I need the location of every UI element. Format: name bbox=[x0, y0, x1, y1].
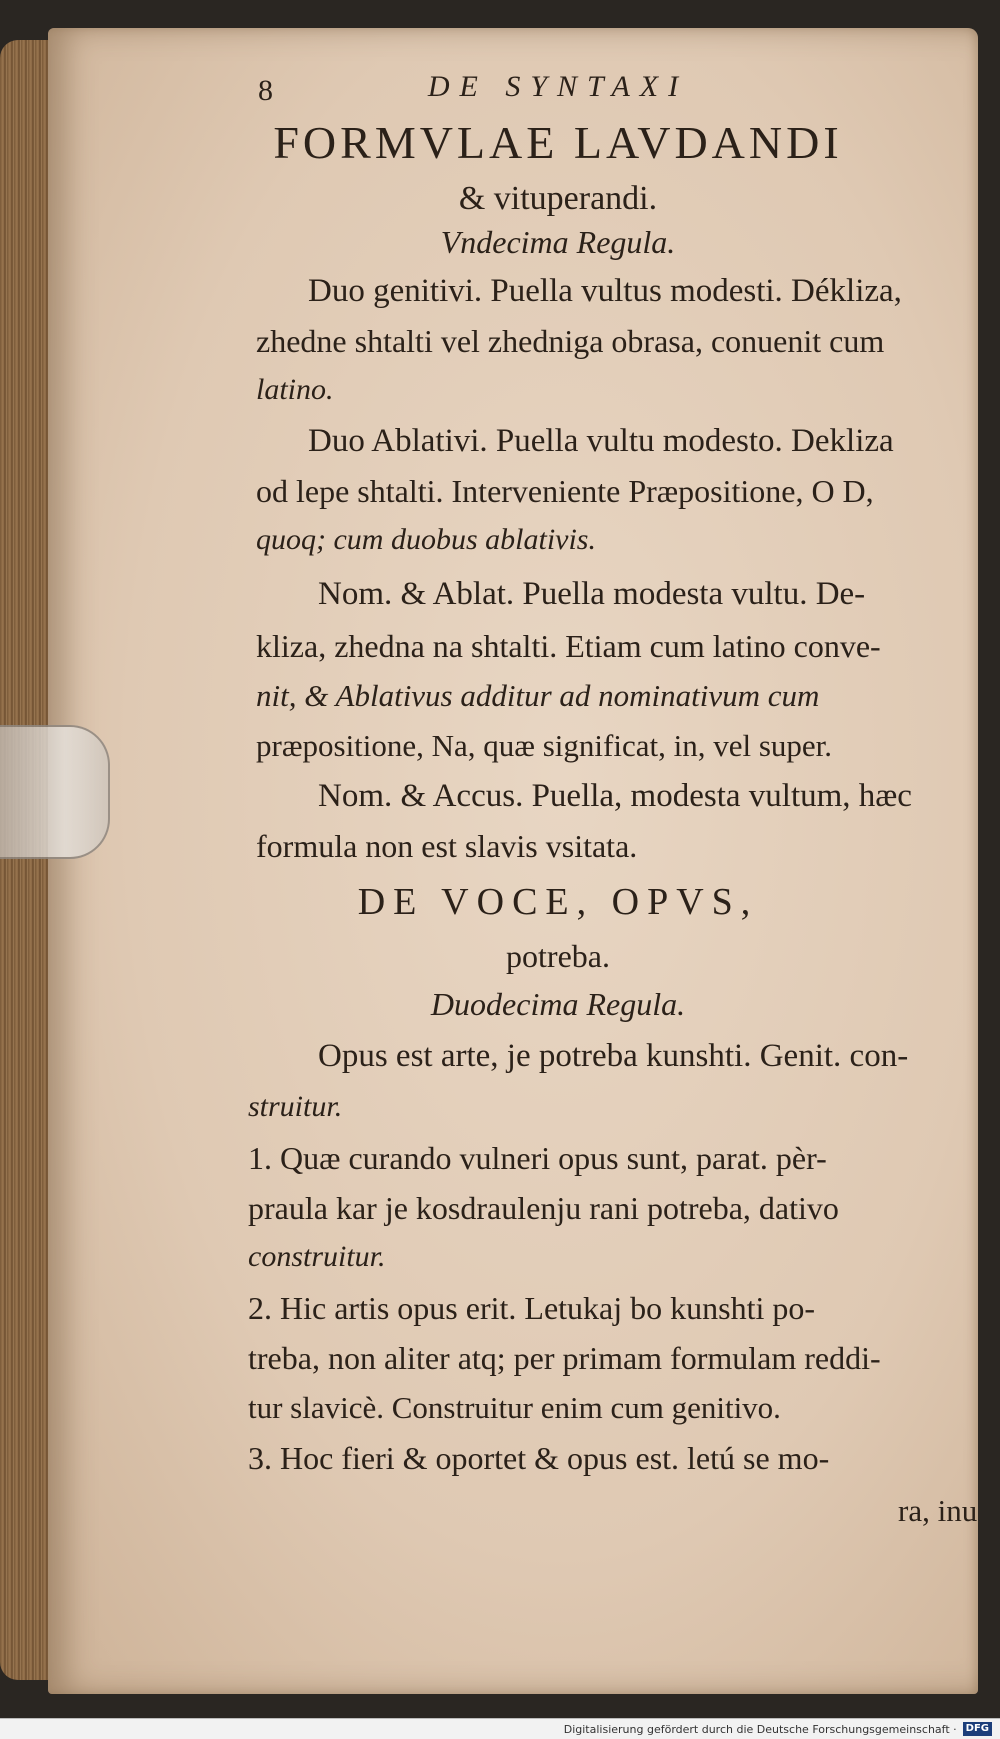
text-line: struitur. bbox=[248, 1090, 343, 1123]
page-clip bbox=[0, 725, 110, 859]
heading-de-voce-sub: potreba. bbox=[506, 938, 610, 974]
text-line: kliza, zhedna na shtalti. Etiam cum latino conve- bbox=[256, 628, 881, 664]
text-line: nit, & Ablativus additur ad nominativum cum bbox=[256, 678, 820, 713]
text-line: latino. bbox=[256, 373, 334, 406]
text-line: Nom. & Accus. Puella, modesta vultum, hæc bbox=[318, 778, 912, 814]
text-line: od lepe shtalti. Interveniente Præpositione, O D, bbox=[256, 473, 874, 509]
book-page bbox=[48, 28, 978, 1694]
catchword: ra, inu bbox=[898, 1493, 978, 1528]
text-line: formula non est slavis vsitata. bbox=[256, 828, 638, 864]
text-line: Opus est arte, je potreba kunshti. Genit. con- bbox=[318, 1038, 909, 1074]
digitization-credit bbox=[0, 1718, 1000, 1739]
rule-eleven-title: Vndecima Regula. bbox=[440, 224, 676, 260]
text-line: treba, non aliter atq; per primam formulam reddi- bbox=[248, 1340, 881, 1376]
text-line: zhedne shtalti vel zhedniga obrasa, conuenit cum bbox=[256, 323, 885, 359]
text-line: quoq; cum duobus ablativis. bbox=[256, 523, 596, 556]
text-line: 1. Quæ curando vulneri opus sunt, parat. pèr- bbox=[248, 1140, 827, 1176]
heading-formulae-sub: & vituperandi. bbox=[458, 180, 658, 217]
running-head: DE SYNTAXI bbox=[427, 70, 689, 103]
text-line: praula kar je kosdraulenju rani potreba, dativo bbox=[248, 1190, 839, 1226]
heading-formulae: FORMVLAE LAVDANDI bbox=[273, 117, 843, 168]
text-line: Duo Ablativi. Puella vultu modesto. Dekliza bbox=[308, 423, 894, 459]
text-line: 3. Hoc fieri & oportet & opus est. letú se mo- bbox=[248, 1440, 830, 1476]
page-text bbox=[108, 28, 1000, 1694]
page-number: 8 bbox=[258, 74, 273, 107]
text-line: præpositione, Na, quæ significat, in, vel super. bbox=[256, 728, 833, 763]
text-line: 2. Hic artis opus erit. Letukaj bo kunshti po- bbox=[248, 1290, 816, 1326]
heading-de-voce: DE VOCE, OPVS, bbox=[357, 881, 759, 923]
text-line: construitur. bbox=[248, 1240, 386, 1273]
text-line: Nom. & Ablat. Puella modesta vultu. De- bbox=[318, 576, 866, 612]
credit-text: Digitalisierung gefördert durch die Deutsche Forschungsgemeinschaft · bbox=[563, 1722, 957, 1736]
dfg-logo-icon: DFG bbox=[963, 1722, 992, 1736]
text-line: tur slavicè. Construitur enim cum genitivo. bbox=[248, 1390, 781, 1425]
text-line: Duo genitivi. Puella vultus modesti. Dékliza, bbox=[308, 273, 902, 309]
rule-twelve-title: Duodecima Regula. bbox=[430, 986, 686, 1022]
